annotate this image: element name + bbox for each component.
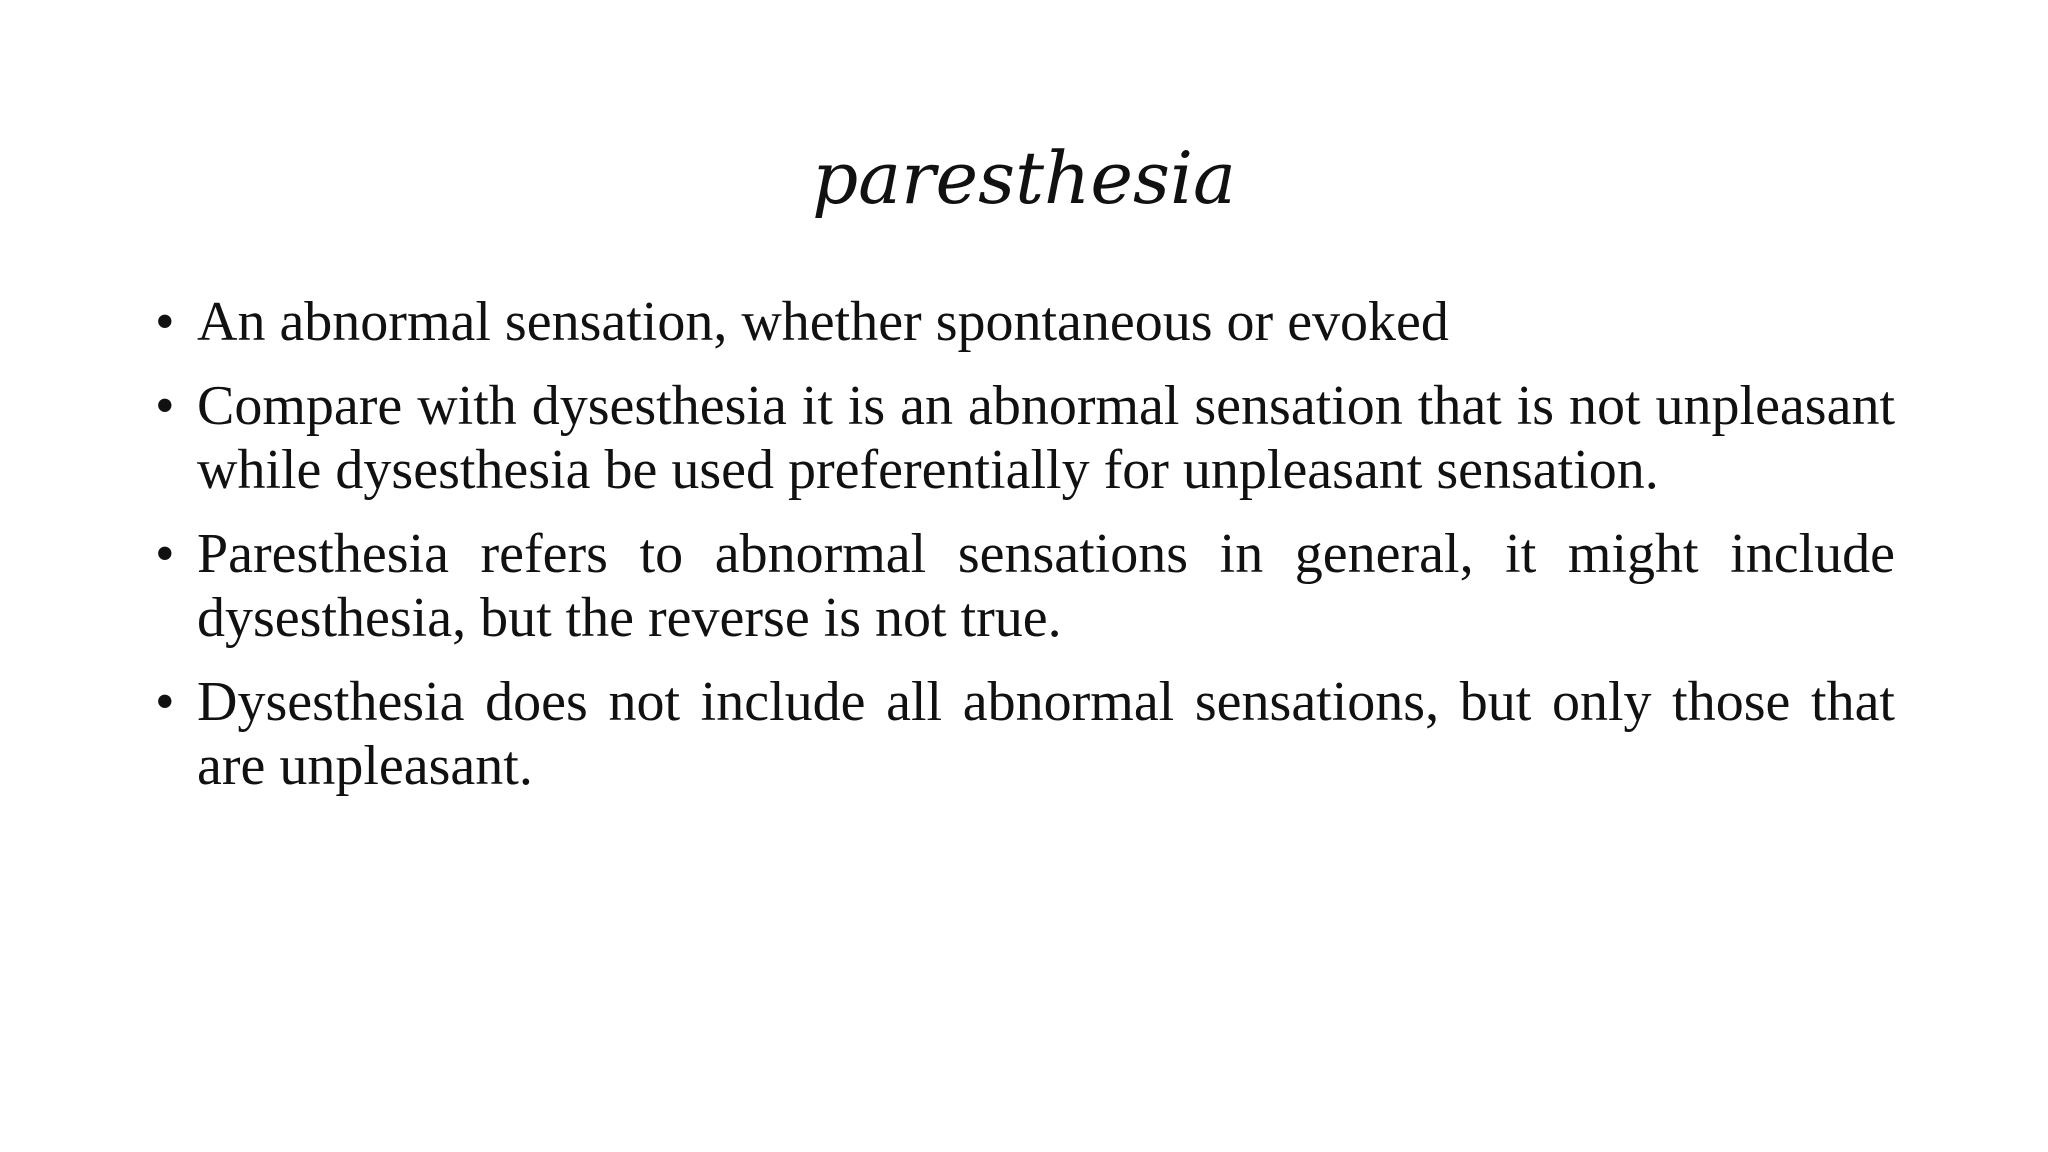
bullet-text: Paresthesia refers to abnormal sensations in general, it might include dysesthesia, but the reverse is not true. — [197, 523, 1895, 649]
bullet-icon: • — [155, 523, 175, 585]
bullet-item — [155, 670, 1895, 798]
bullet-item — [155, 522, 1895, 650]
bullet-list — [155, 290, 1895, 818]
bullet-item — [155, 374, 1895, 502]
bullet-text: Dysesthesia does not include all abnormal sensations, but only those that are unpleasant. — [197, 671, 1895, 797]
bullet-icon: • — [155, 375, 175, 437]
bullet-icon: • — [155, 671, 175, 733]
bullet-item — [155, 290, 1895, 354]
bullet-text: An abnormal sensation, whether spontaneous or evoked — [197, 291, 1449, 353]
bullet-icon: • — [155, 291, 175, 353]
slide-title: paresthesia — [812, 136, 1236, 220]
bullet-text: Compare with dysesthesia it is an abnormal sensation that is not unpleasant while dysesthesia be used preferentially for unpleasant sensation. — [197, 375, 1895, 501]
